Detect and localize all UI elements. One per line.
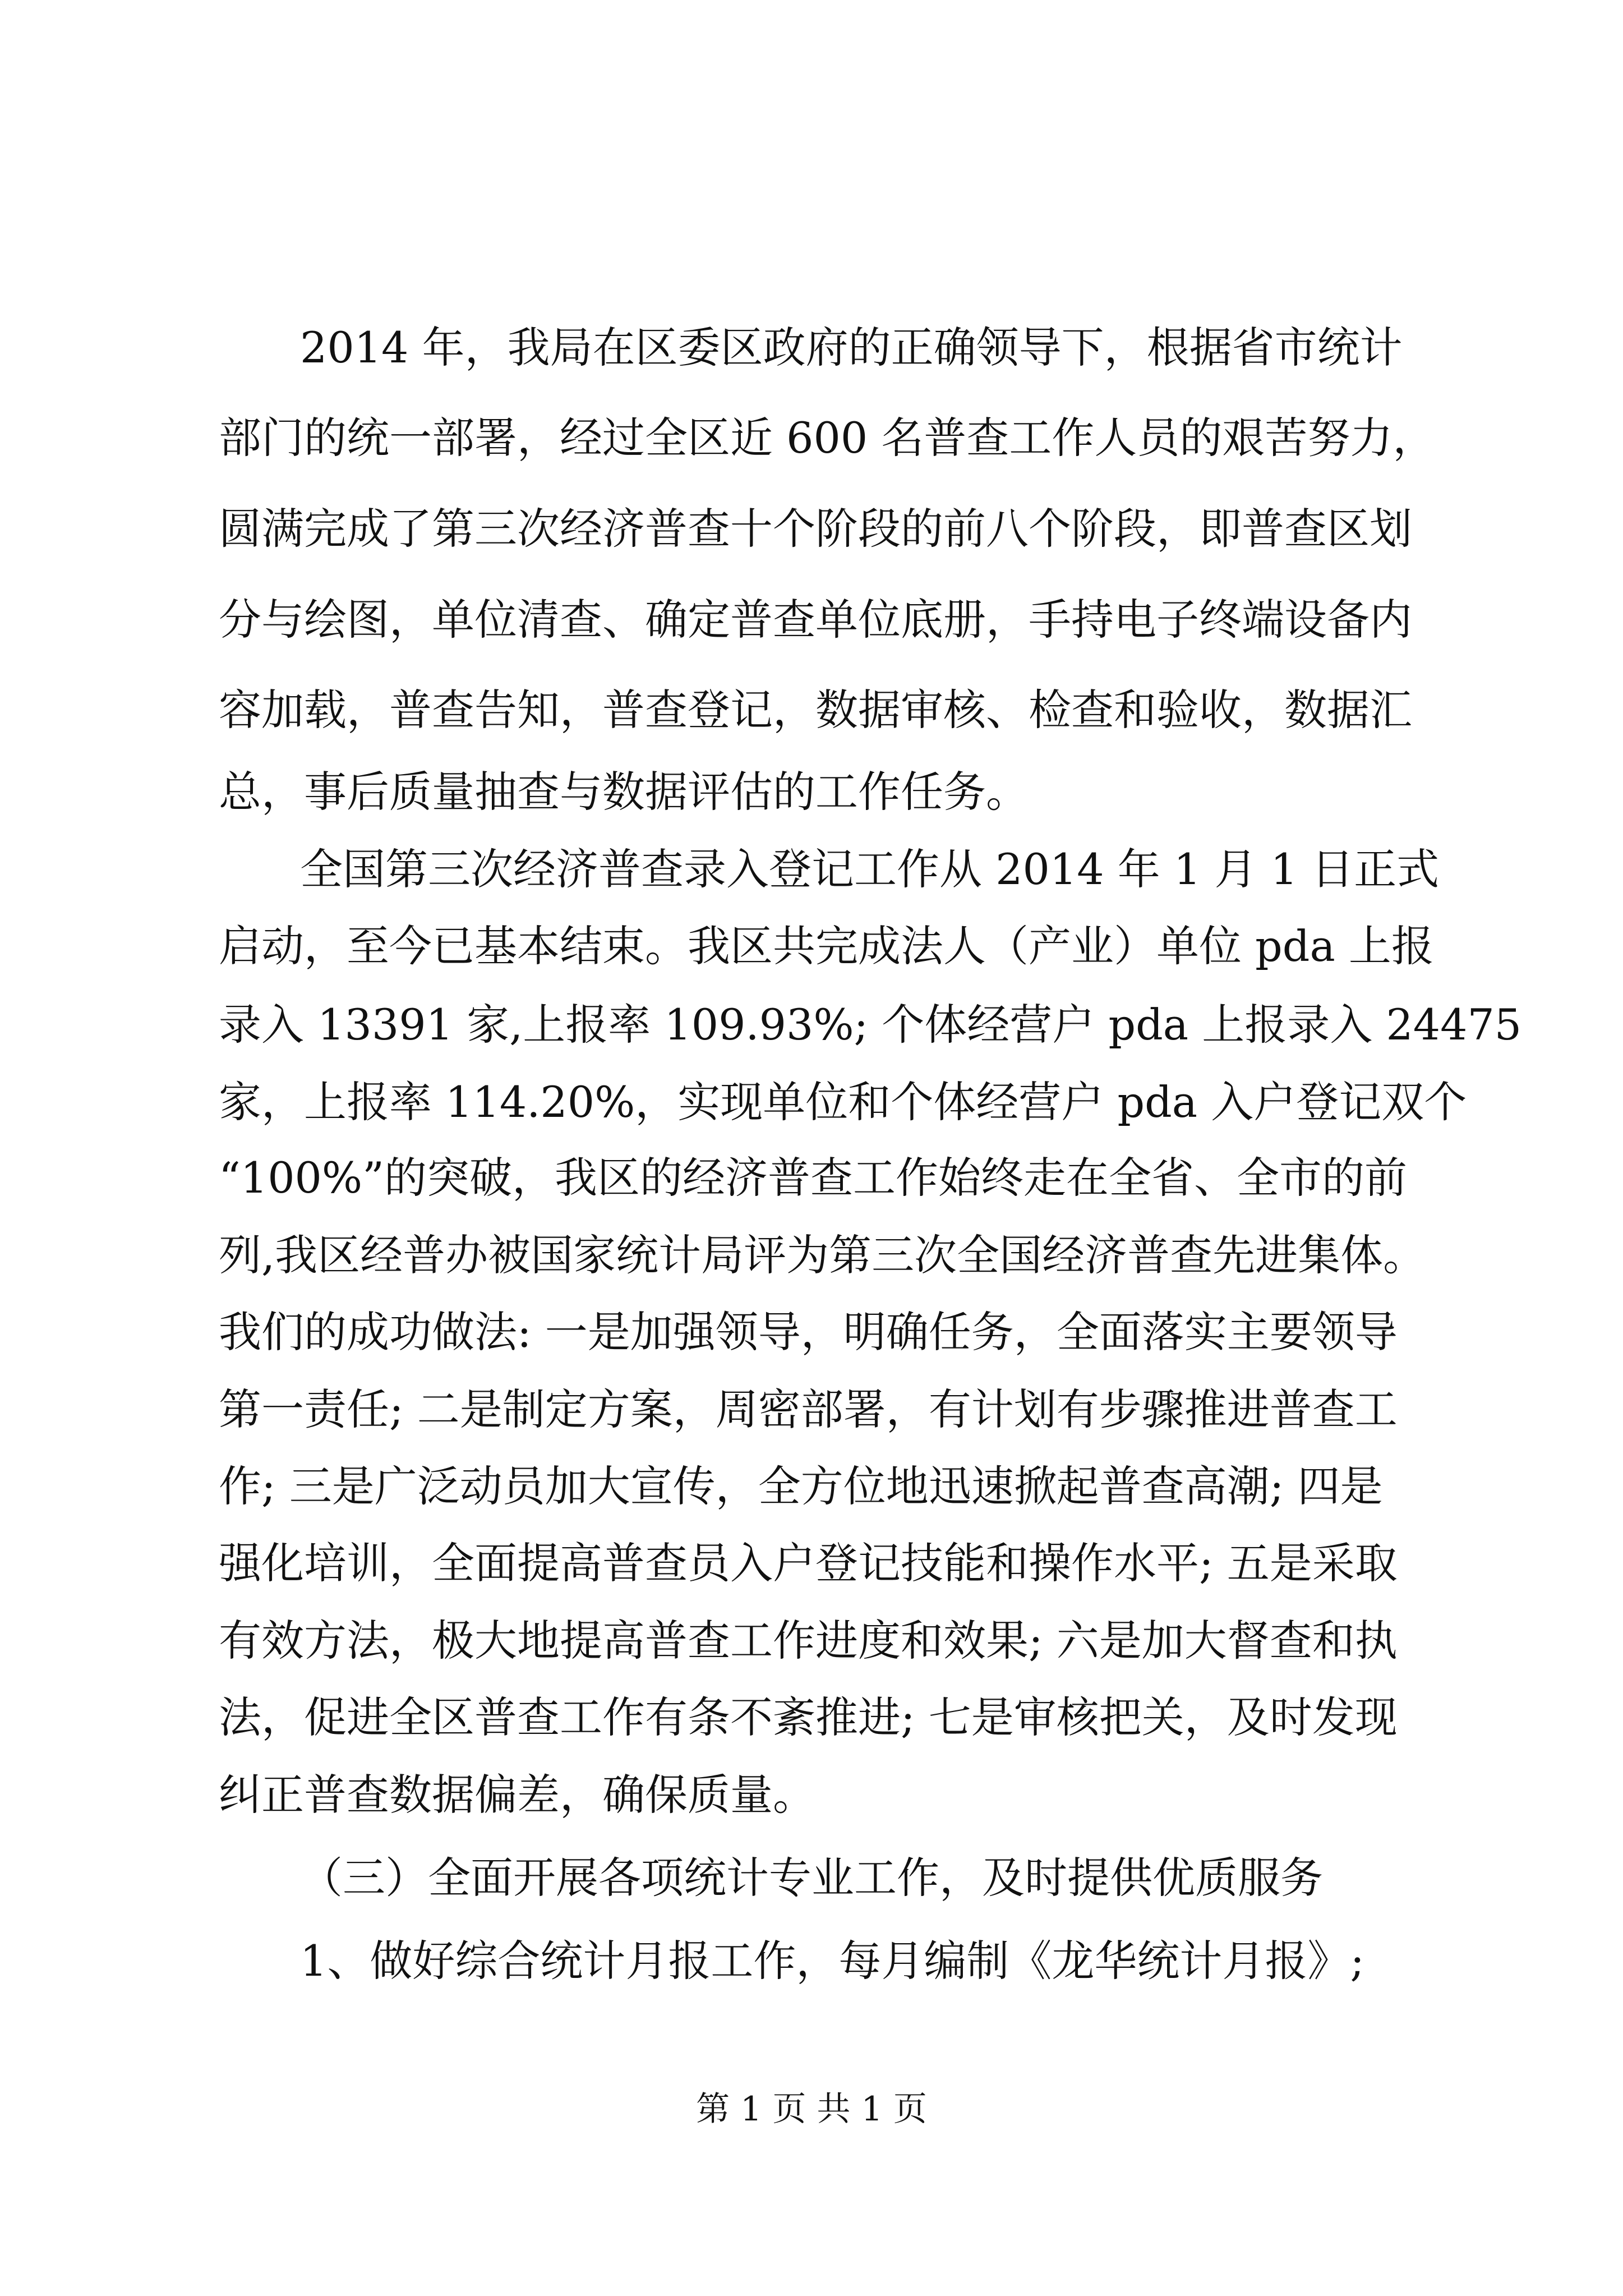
- paragraph-1-line-2: 部门的统一部署，经过全区近 600 名普查工作人员的艰苦努力，: [219, 413, 1436, 463]
- paragraph-2-line-8: 第一责任; 二是制定方案，周密部署，有计划有步骤推进普查工: [219, 1384, 1398, 1434]
- paragraph-1-line-3: 圆满完成了第三次经济普查十个阶段的前八个阶段，即普查区划: [219, 504, 1412, 554]
- paragraph-1-line-4: 分与绘图，单位清查、确定普查单位底册，手持电子终端设备内: [219, 595, 1412, 645]
- paragraph-1-line-1: 2014 年，我局在区委区政府的正确领导下，根据省市统计: [300, 323, 1403, 372]
- list-item-1: 1、做好综合统计月报工作，每月编制《龙华统计月报》;: [300, 1936, 1364, 1986]
- paragraph-2-line-11: 有效方法，极大地提高普查工作进度和效果; 六是加大督查和执: [219, 1616, 1398, 1665]
- paragraph-1-line-6: 总，事后质量抽查与数据评估的工作任务。: [219, 767, 1029, 817]
- page-footer: 第 1 页 共 1 页: [696, 2090, 927, 2129]
- paragraph-2-line-13: 纠正普查数据偏差，确保质量。: [219, 1770, 815, 1820]
- section-heading: （三）全面开展各项统计专业工作，及时提供优质服务: [300, 1853, 1323, 1903]
- paragraph-2-line-4: 家，上报率 114.20%，实现单位和个体经营户 pda 入户登记双个: [219, 1077, 1467, 1127]
- paragraph-2-line-6: 列,我区经普办被国家统计局评为第三次全国经济普查先进集体。: [219, 1230, 1426, 1280]
- paragraph-2-line-5: “100%”的突破，我区的经济普查工作始终走在全省、全市的前: [219, 1153, 1407, 1203]
- paragraph-2-line-10: 强化培训，全面提高普查员入户登记技能和操作水平; 五是采取: [219, 1538, 1398, 1588]
- paragraph-2-line-2: 启动，至今已基本结束。我区共完成法人（产业）单位 pda 上报: [219, 921, 1434, 971]
- paragraph-2-line-12: 法，促进全区普查工作有条不紊推进; 七是审核把关，及时发现: [219, 1692, 1398, 1742]
- paragraph-2-line-3: 录入 13391 家,上报率 109.93%; 个体经营户 pda 上报录入 24475: [219, 1000, 1522, 1050]
- paragraph-2-line-9: 作; 三是广泛动员加大宣传，全方位地迅速掀起普查高潮; 四是: [219, 1461, 1383, 1511]
- paragraph-2-line-7: 我们的成功做法: 一是加强领导，明确任务，全面落实主要领导: [219, 1307, 1398, 1357]
- paragraph-1-line-5: 容加载，普查告知，普查登记，数据审核、检查和验收，数据汇: [219, 685, 1412, 735]
- paragraph-2-line-1: 全国第三次经济普查录入登记工作从 2014 年 1 月 1 日正式: [300, 844, 1440, 894]
